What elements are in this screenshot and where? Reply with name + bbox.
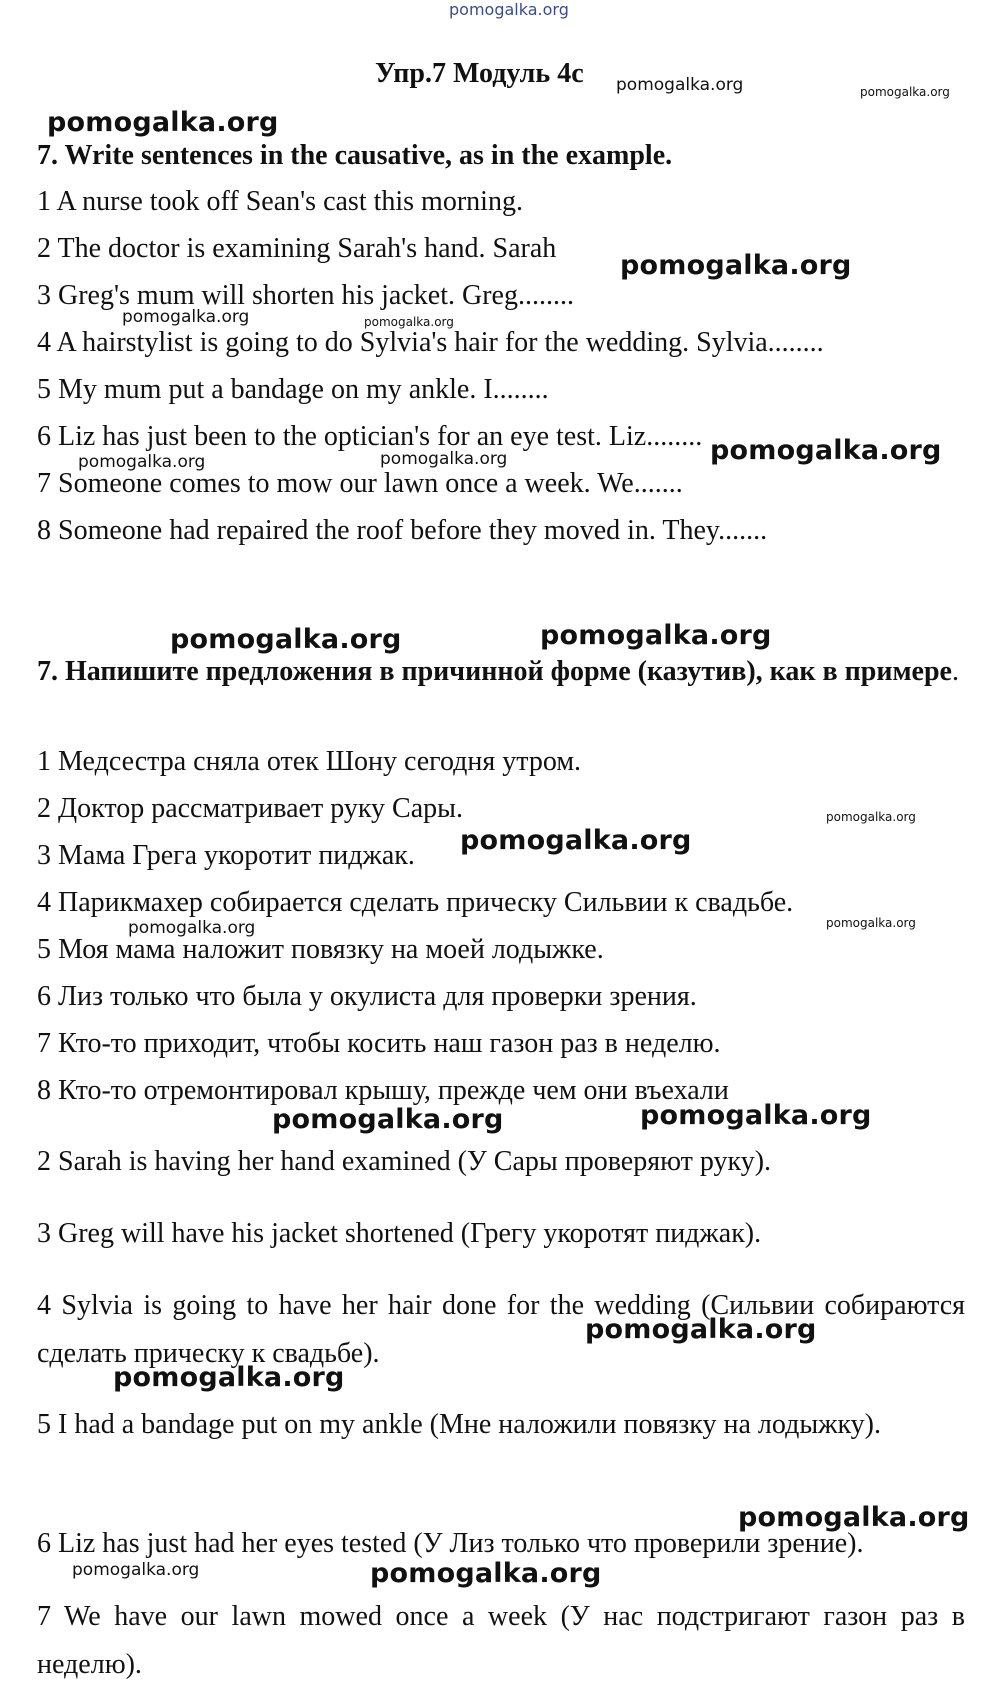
watermark: pomogalka.org: [616, 75, 744, 95]
answer-item: 3 Greg will have his jacket shortened (Грегу укоротят пиджак).: [37, 1218, 762, 1249]
answer-item: 4 Sylvia is going to have her hair done for the wedding (Сильвии собираются сделать прическу к свадьбе).: [37, 1290, 965, 1369]
russian-item: 6 Лиз только что была у окулиста для проверки зрения.: [37, 981, 697, 1012]
page-title: Упр.7 Модуль 4с: [375, 58, 584, 89]
watermark: pomogalka.org: [72, 1560, 200, 1580]
english-item: 5 My mum put a bandage on my ankle. I........: [37, 374, 549, 405]
watermark: pomogalka.org: [860, 85, 950, 99]
answer-item: 5 I had a bandage put on my ankle (Мне наложили повязку на лодыжку).: [37, 1409, 882, 1440]
english-item: 1 A nurse took off Sean's cast this morning.: [37, 186, 523, 217]
english-item: 6 Liz has just been to the optician's for an eye test. Liz........: [37, 421, 703, 452]
russian-heading-end: .: [951, 656, 959, 687]
watermark: pomogalka.org: [364, 315, 454, 329]
watermark: pomogalka.org: [826, 810, 916, 824]
watermark: pomogalka.org: [78, 452, 206, 472]
watermark: pomogalka.org: [170, 624, 402, 655]
watermark: pomogalka.org: [47, 107, 279, 138]
watermark-top: pomogalka.org: [449, 0, 569, 19]
russian-item: 5 Моя мама наложит повязку на моей лодыжке.: [37, 934, 604, 965]
english-item: 4 A hairstylist is going to do Sylvia's hair for the wedding. Sylvia........: [37, 327, 824, 358]
russian-item: 1 Медсестра сняла отек Шону сегодня утром.: [37, 746, 582, 777]
russian-heading: [37, 648, 965, 696]
russian-item: 3 Мама Грега укоротит пиджак.: [37, 840, 415, 871]
english-item: 7 Someone comes to mow our lawn once a week. We.......: [37, 468, 683, 499]
watermark: pomogalka.org: [540, 620, 772, 651]
watermark: pomogalka.org: [122, 307, 250, 327]
watermark: pomogalka.org: [620, 250, 852, 281]
watermark: pomogalka.org: [460, 825, 692, 856]
russian-item: 4 Парикмахер собирается сделать прическу Сильвии к свадьбе.: [37, 887, 794, 918]
russian-heading-text: 7. Напишите предложения в причинной форме (казутив), как в примере: [37, 656, 952, 687]
watermark: pomogalka.org: [370, 1558, 602, 1589]
watermark: pomogalka.org: [826, 916, 916, 930]
watermark: pomogalka.org: [640, 1100, 872, 1131]
watermark: pomogalka.org: [128, 918, 256, 938]
watermark: pomogalka.org: [738, 1502, 970, 1533]
english-item: 3 Greg's mum will shorten his jacket. Greg........: [37, 280, 574, 311]
answer-item: 6 Liz has just had her eyes tested (У Лиз только что проверили зрение).: [37, 1528, 864, 1559]
english-heading: 7. Write sentences in the causative, as in the example.: [37, 140, 673, 171]
watermark: pomogalka.org: [380, 449, 508, 469]
watermark: pomogalka.org: [585, 1314, 817, 1345]
answer-item: 7 We have our lawn mowed once a week (У нас подстригают газон раз в неделю).: [37, 1601, 965, 1680]
russian-item: 8 Кто-то отремонтировал крышу, прежде чем они въехали: [37, 1075, 729, 1106]
watermark: pomogalka.org: [710, 435, 942, 466]
english-item: 8 Someone had repaired the roof before they moved in. They.......: [37, 515, 768, 546]
russian-item: 7 Кто-то приходит, чтобы косить наш газон раз в неделю.: [37, 1028, 721, 1059]
english-item: 2 The doctor is examining Sarah's hand. Sarah: [37, 233, 557, 264]
watermark: pomogalka.org: [113, 1362, 345, 1393]
answer-item: 2 Sarah is having her hand examined (У Сары проверяют руку).: [37, 1146, 772, 1177]
watermark: pomogalka.org: [272, 1104, 504, 1135]
russian-item: 2 Доктор рассматривает руку Сары.: [37, 793, 463, 824]
